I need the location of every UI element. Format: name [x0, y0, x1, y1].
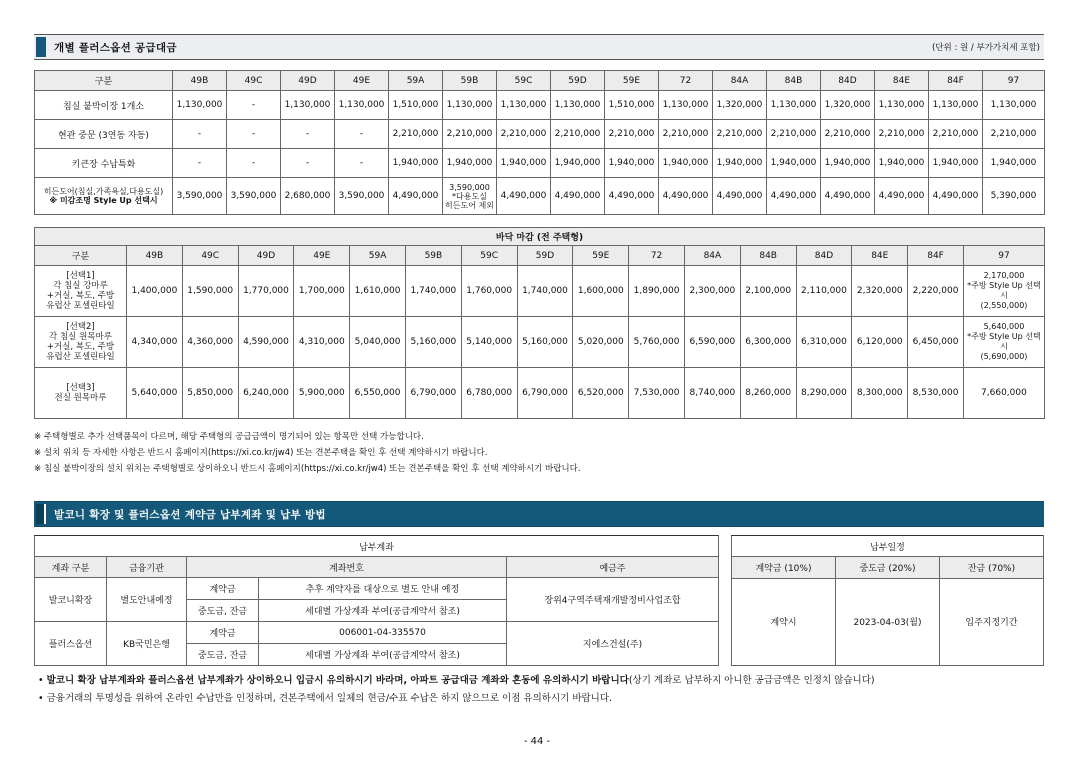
price-cell: 1,940,000: [605, 149, 659, 178]
table-row: [35, 368, 1045, 419]
cell-line: (5,690,000): [980, 352, 1028, 361]
account-number: 세대별 가상계좌 부여(공급계약서 참조): [259, 644, 507, 666]
price-cell: 1,890,000: [629, 266, 685, 317]
price-cell: 8,530,000: [908, 368, 964, 419]
price-cell: 6,550,000: [350, 368, 406, 419]
price-cell: 4,490,000: [875, 178, 929, 215]
price-cell: -: [227, 149, 281, 178]
price-cell: 1,510,000: [389, 91, 443, 120]
price-cell-97: [963, 368, 1044, 419]
price-cell: 1,130,000: [443, 91, 497, 120]
col-account-type: 계좌 구분: [35, 557, 107, 578]
table-row: [35, 120, 1045, 149]
column-header: 49C: [182, 246, 238, 266]
price-cell: 2,210,000: [605, 120, 659, 149]
price-cell: 4,490,000: [389, 178, 443, 215]
row-label: [35, 368, 127, 419]
price-cell: 2,210,000: [767, 120, 821, 149]
cell-line: (2,550,000): [980, 301, 1028, 310]
price-cell: 1,610,000: [350, 266, 406, 317]
price-cell: 1,940,000: [713, 149, 767, 178]
price-cell: 2,210,000: [497, 120, 551, 149]
account-type-plus: 플러스옵션: [35, 622, 107, 666]
price-cell: 1,320,000: [821, 91, 875, 120]
column-header: 72: [659, 71, 713, 91]
note-line: ※ 주택형별로 추가 선택품목이 다르며, 해당 주택형의 공급금액이 명기되어 있는 항목만 선택 가능합니다.: [34, 432, 424, 442]
price-cell: 1,740,000: [405, 266, 461, 317]
col-middle: 중도금 (20%): [835, 557, 939, 578]
row-label-line: 유럽산 포셀린타일: [46, 301, 115, 311]
price-cell: 1,130,000: [983, 91, 1045, 120]
price-cell: 5,140,000: [461, 317, 517, 368]
price-cell: 4,490,000: [929, 178, 983, 215]
holder-plus: 지에스건설(주): [507, 622, 719, 666]
price-cell: 4,360,000: [182, 317, 238, 368]
row-label: [35, 178, 173, 215]
price-cell: 5,040,000: [350, 317, 406, 368]
price-cell: -: [173, 149, 227, 178]
note-line: ※ 설치 위치 등 자세한 사항은 반드시 홈페이지(https://xi.co.kr/jw4) 또는 견본주택을 확인 후 선택 계약하시기 바랍니다.: [34, 448, 488, 458]
price-cell: 1,130,000: [767, 91, 821, 120]
price-cell: 1,700,000: [294, 266, 350, 317]
payment-kind: 계약금: [187, 578, 259, 600]
price-cell: 1,130,000: [659, 91, 713, 120]
price-cell: 6,780,000: [461, 368, 517, 419]
price-cell: 1,400,000: [127, 266, 183, 317]
price-cell: 4,490,000: [821, 178, 875, 215]
table-row: [35, 266, 1045, 317]
price-cell: 1,600,000: [573, 266, 629, 317]
row-label-line: 히든도어(침실,가족욕실,다용도실): [43, 187, 164, 196]
floor-finish-band: 바닥 마감 (전 주택형): [35, 228, 1045, 246]
row-label-line: +거실, 복도, 주방: [46, 342, 115, 352]
price-cell: 1,130,000: [497, 91, 551, 120]
price-cell-97: [963, 317, 1044, 368]
document-page: [34, 34, 1044, 708]
price-cell: 5,160,000: [517, 317, 573, 368]
cell-line: 7,660,000: [981, 388, 1027, 398]
price-cell: 2,210,000: [659, 120, 713, 149]
col-balance: 잔금 (70%): [939, 557, 1043, 578]
column-header: 59C: [461, 246, 517, 266]
price-cell: 1,130,000: [281, 91, 335, 120]
price-cell-97: [963, 266, 1044, 317]
cell-line: *주방 Style Up 선택시: [967, 332, 1041, 351]
price-cell: 1,940,000: [821, 149, 875, 178]
column-header: 49B: [173, 71, 227, 91]
plus-option-price-table: [34, 70, 1045, 215]
price-cell: 1,770,000: [238, 266, 294, 317]
col-deposit: 계약금 (10%): [731, 557, 835, 578]
cell-line: 2,170,000: [983, 271, 1025, 280]
column-header: 구분: [35, 71, 173, 91]
price-cell: 4,490,000: [713, 178, 767, 215]
price-cell: 2,210,000: [983, 120, 1045, 149]
row-label: 현관 중문 (3연동 자동): [35, 120, 173, 149]
section-marker: [36, 37, 46, 57]
price-cell: 2,220,000: [908, 266, 964, 317]
price-cell: 6,790,000: [517, 368, 573, 419]
price-cell: 4,490,000: [551, 178, 605, 215]
row-label-note: ※ 미감조명 Style Up 선택시: [49, 196, 158, 205]
column-header: 49E: [294, 246, 350, 266]
price-cell: 6,520,000: [573, 368, 629, 419]
column-header: 59D: [551, 71, 605, 91]
column-header: 49B: [127, 246, 183, 266]
price-cell: 1,130,000: [929, 91, 983, 120]
account-number: 세대별 가상계좌 부여(공급계약서 참조): [259, 600, 507, 622]
price-cell: 1,940,000: [875, 149, 929, 178]
price-cell: -: [227, 91, 281, 120]
price-cell: 2,210,000: [875, 120, 929, 149]
price-cell: 2,110,000: [796, 266, 852, 317]
price-cell: 7,530,000: [629, 368, 685, 419]
price-cell: 1,510,000: [605, 91, 659, 120]
section-header-plus-option: [34, 34, 1044, 60]
column-header: 84B: [767, 71, 821, 91]
bullet-1: • 발코니 확장 납부계좌와 플러스옵션 납부계좌가 상이하오니 입금시 유의하시기 바라며, 아파트 공급대금 계좌와 혼동에 유의하시기 바랍니다(상기 계좌로 납부하지 아니한 공급금액은 인정치 않습니다): [38, 675, 875, 686]
price-cell: 2,210,000: [551, 120, 605, 149]
balance-timing: 입주지정기간: [939, 578, 1043, 665]
price-cell: 1,590,000: [182, 266, 238, 317]
price-cell: 5,850,000: [182, 368, 238, 419]
column-header: 84B: [740, 246, 796, 266]
price-cell: -: [281, 149, 335, 178]
row-label-line: [선택3]: [66, 383, 95, 393]
price-cell: 1,130,000: [551, 91, 605, 120]
price-cell: 6,300,000: [740, 317, 796, 368]
price-cell: 3,590,000: [335, 178, 389, 215]
column-header: 49D: [238, 246, 294, 266]
price-cell: 4,590,000: [238, 317, 294, 368]
col-holder: 예금주: [507, 557, 719, 578]
column-header: 84A: [713, 71, 767, 91]
price-cell: 6,450,000: [908, 317, 964, 368]
column-header: 97: [983, 71, 1045, 91]
price-cell: 2,210,000: [389, 120, 443, 149]
price-cell: 6,590,000: [684, 317, 740, 368]
price-cell: 8,740,000: [684, 368, 740, 419]
middle-date: 2023-04-03(월): [835, 578, 939, 665]
column-header: 59A: [350, 246, 406, 266]
bullet-2-text: 금융거래의 투명성을 위하여 온라인 수납만을 인정하며, 견본주택에서 일체의 현금/수표 수납은 하지 않으므로 이점 유의하시기 바랍니다.: [46, 693, 613, 704]
bank-plus: KB국민은행: [107, 622, 187, 666]
row-label-line: 전실 원목마루: [54, 393, 107, 403]
price-cell: 4,340,000: [127, 317, 183, 368]
price-cell: 1,130,000: [173, 91, 227, 120]
payment-kind: 계약금: [187, 622, 259, 644]
price-cell: 6,240,000: [238, 368, 294, 419]
price-cell: 5,640,000: [127, 368, 183, 419]
price-cell: 2,680,000: [281, 178, 335, 215]
row-label: 침실 붙박이장 1개소: [35, 91, 173, 120]
column-header: 84F: [929, 71, 983, 91]
section-title: 발코니 확장 및 플러스옵션 계약금 납부계좌 및 납부 방법: [54, 508, 326, 521]
column-header: 49D: [281, 71, 335, 91]
bank-balcony: 별도안내예정: [107, 578, 187, 622]
column-header: 59E: [573, 246, 629, 266]
row-label: 키큰장 수납특화: [35, 149, 173, 178]
price-cell: 1,940,000: [983, 149, 1045, 178]
price-cell: 6,790,000: [405, 368, 461, 419]
account-number: 추후 계약자를 대상으로 별도 안내 예정: [259, 578, 507, 600]
row-label-line: 각 침실 강마루: [53, 281, 108, 291]
payment-kind: 중도금, 잔금: [187, 600, 259, 622]
price-cell: 4,490,000: [767, 178, 821, 215]
price-cell: 1,940,000: [551, 149, 605, 178]
cell-line: 5,640,000: [983, 322, 1025, 331]
row-label-line: [선택1]: [66, 271, 95, 281]
column-header: 72: [629, 246, 685, 266]
price-cell: 5,760,000: [629, 317, 685, 368]
price-cell: 8,300,000: [852, 368, 908, 419]
payment-notes: [34, 672, 1044, 708]
price-cell: 2,320,000: [852, 266, 908, 317]
column-header: 49C: [227, 71, 281, 91]
price-cell: 2,300,000: [684, 266, 740, 317]
notes: [34, 429, 1044, 477]
table-row: [35, 178, 1045, 215]
column-header: 84A: [684, 246, 740, 266]
price-cell: 1,940,000: [659, 149, 713, 178]
price-cell: 8,290,000: [796, 368, 852, 419]
col-bank: 금융기관: [107, 557, 187, 578]
price-cell: 4,490,000: [497, 178, 551, 215]
price-cell: 2,100,000: [740, 266, 796, 317]
row-label-line: 유럽산 포셀린타일: [46, 352, 115, 362]
price-cell: 4,310,000: [294, 317, 350, 368]
floor-finish-table: [34, 227, 1045, 419]
price-cell: 4,490,000: [605, 178, 659, 215]
price-cell: 1,940,000: [389, 149, 443, 178]
price-cell: -: [335, 120, 389, 149]
price-cell: -: [335, 149, 389, 178]
bullet-1-rest: (상기 계좌로 납부하지 아니한 공급금액은 인정치 않습니다): [628, 675, 875, 686]
price-cell: 3,590,000: [227, 178, 281, 215]
row-label: [35, 266, 127, 317]
bullet-1-bold: 발코니 확장 납부계좌와 플러스옵션 납부계좌가 상이하오니 입금시 유의하시기 바라며, 아파트 공급대금 계좌와 혼동에 유의하시기 바랍니다: [46, 675, 629, 686]
special-line: *다용도실: [452, 191, 487, 201]
price-cell: -: [173, 120, 227, 149]
column-header: 59C: [497, 71, 551, 91]
row-label-line: 각 침실 원목마루: [49, 332, 112, 342]
bullet-2: • 금융거래의 투명성을 위하여 온라인 수납만을 인정하며, 견본주택에서 일체의 현금/수표 수납은 하지 않으므로 이점 유의하시기 바랍니다.: [38, 693, 613, 704]
column-header: 97: [963, 246, 1044, 266]
note-line: ※ 침실 붙박이장의 설치 위치는 주택형별로 상이하오니 반드시 홈페이지(https://xi.co.kr/jw4) 또는 견본주택을 확인 후 선택 계약하시기 바랍니다.: [34, 464, 581, 474]
account-band: 납부계좌: [35, 536, 719, 557]
price-cell: 5,020,000: [573, 317, 629, 368]
schedule-band: 납부일정: [731, 536, 1043, 557]
section-marker: [36, 504, 46, 524]
account-type-balcony: 발코니확장: [35, 578, 107, 622]
col-account-number: 계좌번호: [187, 557, 507, 578]
price-cell: 1,940,000: [443, 149, 497, 178]
column-header: 84D: [796, 246, 852, 266]
section-title: 개별 플러스옵션 공급대금: [54, 41, 177, 54]
price-cell: -: [281, 120, 335, 149]
price-cell: 1,740,000: [517, 266, 573, 317]
price-cell: 4,490,000: [659, 178, 713, 215]
price-cell: 1,760,000: [461, 266, 517, 317]
special-line: 히든도어 제외: [445, 200, 494, 210]
price-cell: 6,310,000: [796, 317, 852, 368]
holder-balcony: 장위4구역주택재개발정비사업조합: [507, 578, 719, 622]
price-cell: 1,940,000: [929, 149, 983, 178]
table-row: [35, 317, 1045, 368]
column-header: 49E: [335, 71, 389, 91]
price-cell: 1,940,000: [767, 149, 821, 178]
price-cell: 1,320,000: [713, 91, 767, 120]
section-header-payment: [34, 501, 1044, 527]
price-cell-special: [443, 178, 497, 215]
column-header: 84E: [852, 246, 908, 266]
row-label: [35, 317, 127, 368]
special-line: 3,590,000: [449, 182, 490, 192]
page-number: - 44 -: [523, 736, 551, 747]
price-cell: 2,210,000: [443, 120, 497, 149]
price-cell: 5,160,000: [405, 317, 461, 368]
deposit-timing: 계약시: [731, 578, 835, 665]
table-row: [35, 91, 1045, 120]
price-cell: 5,900,000: [294, 368, 350, 419]
column-header: 84E: [875, 71, 929, 91]
price-cell: 1,130,000: [875, 91, 929, 120]
price-cell: 5,390,000: [983, 178, 1045, 215]
account-number: 006001-04-335570: [259, 622, 507, 644]
row-label-line: [선택2]: [66, 322, 95, 332]
price-cell: 2,210,000: [929, 120, 983, 149]
column-header: 59D: [517, 246, 573, 266]
price-cell: 1,130,000: [335, 91, 389, 120]
column-header: 구분: [35, 246, 127, 266]
column-header: 59A: [389, 71, 443, 91]
price-cell: 6,120,000: [852, 317, 908, 368]
column-header: 59B: [443, 71, 497, 91]
table-row: [35, 149, 1045, 178]
column-header: 59E: [605, 71, 659, 91]
row-label-line: +거실, 복도, 주방: [46, 291, 115, 301]
payment-schedule-table: [731, 535, 1044, 666]
payment-account-table: [34, 535, 719, 666]
price-cell: 8,260,000: [740, 368, 796, 419]
price-cell: -: [227, 120, 281, 149]
price-cell: 1,940,000: [497, 149, 551, 178]
price-cell: 3,590,000: [173, 178, 227, 215]
column-header: 84D: [821, 71, 875, 91]
price-cell: 2,210,000: [821, 120, 875, 149]
column-header: 84F: [908, 246, 964, 266]
unit-note: (단위 : 원 / 부가가치세 포함): [932, 43, 1040, 53]
payment-kind: 중도금, 잔금: [187, 644, 259, 666]
column-header: 59B: [405, 246, 461, 266]
cell-line: *주방 Style Up 선택시: [967, 281, 1041, 300]
price-cell: 2,210,000: [713, 120, 767, 149]
